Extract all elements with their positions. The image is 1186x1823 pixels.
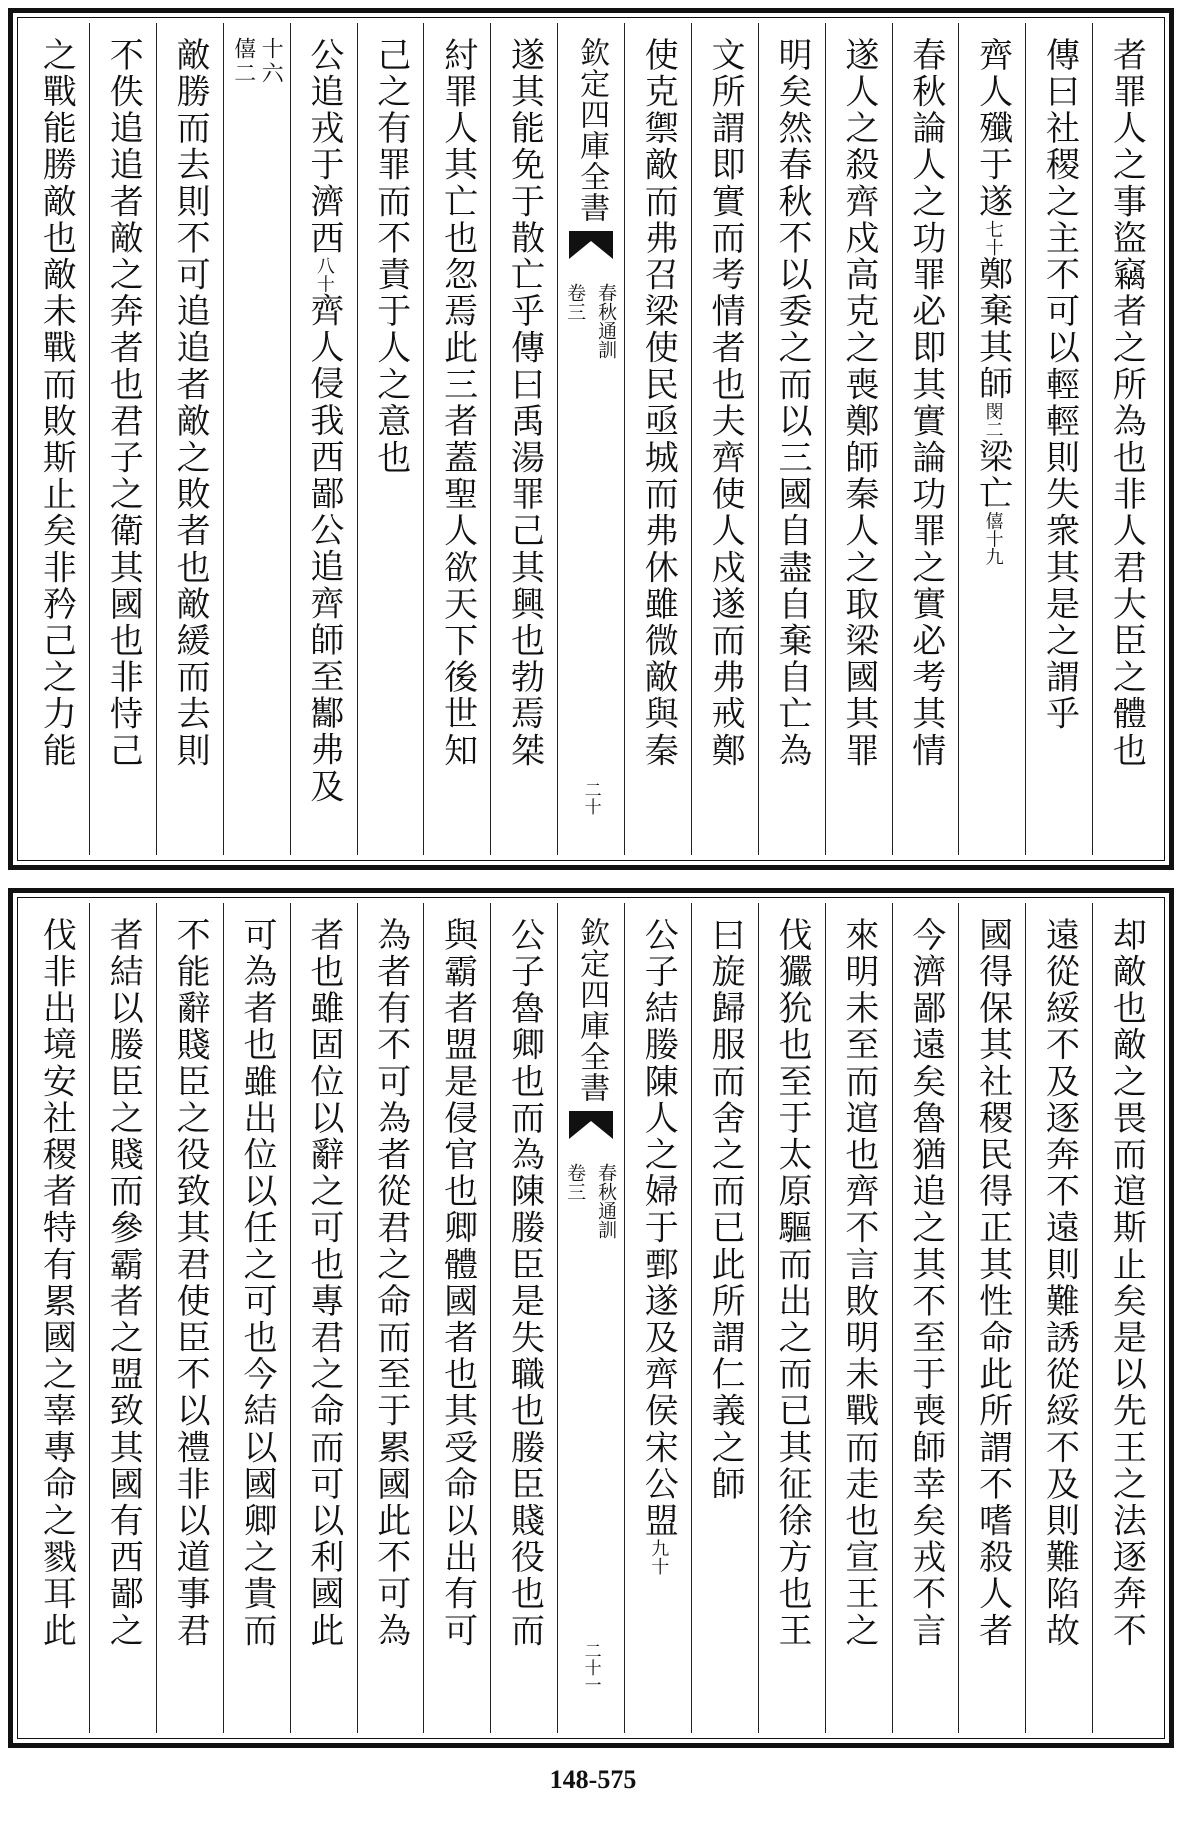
text-column: [624, 23, 691, 855]
fish-tail-mark: [569, 1111, 613, 1141]
volume-label: [562, 283, 620, 359]
annotation: 僖十: [982, 511, 1004, 548]
text-column: [691, 903, 758, 1733]
text-column: [156, 23, 223, 855]
bottom-columns: [23, 903, 1159, 1733]
scripture-text: 齊人侵我西鄙公追齊師至酅弗及: [303, 292, 344, 806]
text-line: 公子魯卿也而為陳媵臣是失職也媵臣賤役也而: [504, 917, 545, 1649]
text-column: [423, 23, 490, 855]
top-page: [8, 8, 1174, 870]
fish-tail-mark: [569, 231, 613, 261]
text-column: [290, 23, 357, 855]
text-line: 不能辭賤臣之役致其君使臣不以禮非以道事君: [170, 917, 211, 1649]
text-line: 與霸者盟是侵官也卿體國者也其受命以出有可: [437, 917, 478, 1649]
text-line: 者也雖固位以辭之可也專君之命而可以利國此: [303, 917, 344, 1649]
text-column: [357, 23, 424, 855]
book-title: 欽定四庫全書: [574, 917, 610, 1103]
text-column: [1025, 903, 1092, 1733]
text-line: [257, 23, 285, 855]
page-number: 二十: [580, 781, 601, 815]
text-column: [958, 903, 1025, 1733]
text-column: [691, 23, 758, 855]
text-column: [958, 23, 1025, 855]
annotation: 七十: [982, 220, 1004, 256]
volume-number: 卷三: [564, 283, 587, 321]
text-column: [624, 903, 691, 1733]
text-column: [490, 23, 557, 855]
scripture-text: 鄭棄其師: [972, 256, 1013, 403]
text-line: 今濟鄙遠矣魯猶追之其不至于喪師幸矣戎不言: [905, 917, 946, 1649]
text-column: [223, 903, 290, 1733]
text-column: [490, 903, 557, 1733]
text-column: [290, 903, 357, 1733]
book-subtitle: 春秋通訓: [595, 1163, 618, 1239]
text-line: 己之有罪而不責于人之意也: [370, 37, 411, 477]
text-column: [825, 903, 892, 1733]
text-line: 春秋論人之功罪必即其實論功罪之實必考其情: [905, 37, 946, 769]
text-line: 紂罪人其亡也忽焉此三者蓋聖人欲天下後世知: [437, 37, 478, 769]
top-columns: [23, 23, 1159, 855]
annotation: 十六: [258, 37, 284, 87]
text-line: 不佚追追者敵之奔者也君子之衛其國也非恃己: [103, 37, 144, 769]
center-fold: [557, 903, 624, 1733]
text-column: [89, 903, 156, 1733]
text-column: [892, 903, 959, 1733]
text-line: 為者有不可為者從君之命而至于累國此不可為: [370, 917, 411, 1649]
book-title: 欽定四庫全書: [574, 37, 610, 223]
text-line: [302, 23, 345, 855]
text-column: [1025, 23, 1092, 855]
text-column: [1092, 23, 1159, 855]
scripture-text: 公子結媵陳人之婦于鄄遂及齊侯宋公盟: [638, 917, 679, 1540]
page-footer-number: 148-575: [549, 1765, 637, 1794]
annotation: 閔二: [982, 402, 1004, 439]
text-line: 遂其能免于散亡乎傳曰禹湯罪己其興也勃焉桀: [504, 37, 545, 769]
volume-number: 卷三: [564, 1163, 587, 1201]
text-column: [1092, 903, 1159, 1733]
page-number: 二十一: [580, 1642, 601, 1693]
annotation: 八十: [313, 256, 335, 293]
scripture-text: 梁亡: [972, 438, 1013, 512]
text-line: [971, 23, 1014, 855]
text-line: 來明未至而逭也齊不言敗明未戰而走也宣王之: [838, 917, 879, 1649]
text-column: [89, 23, 156, 855]
text-line: 傳曰社稷之主不可以輕輕則失衆其是之謂乎: [1039, 37, 1080, 733]
text-column: [23, 903, 89, 1733]
text-column: [357, 903, 424, 1733]
text-column: [223, 23, 290, 855]
text-line: [229, 23, 257, 855]
annotation: 九十: [648, 1539, 670, 1576]
scripture-text: 齊人殲于遂: [972, 37, 1013, 220]
text-column: [156, 903, 223, 1733]
text-line: 敵勝而去則不可追追者敵之敗者也敵緩而去則: [170, 37, 211, 769]
text-line: 使克禦敵而弗召梁使民亟城而弗休雖微敵與秦: [638, 37, 679, 769]
text-line: 之戰能勝敵也敵未戰而敗斯止矣非矜己之力能: [36, 37, 77, 769]
text-line: 文所謂即實而考情者也夫齊使人戍遂而弗戒鄭: [705, 37, 746, 769]
text-line: 遠從綏不及逐奔不遠則難誘從綏不及則難陷故: [1039, 917, 1080, 1649]
text-line: 伐非出境安社稷者特有累國之辜專命之戮耳此: [36, 917, 77, 1649]
text-line: 可為者也雖出位以任之可也今結以國卿之貴而: [236, 917, 277, 1649]
text-line: 明矣然春秋不以委之而以三國自盡自棄自亡為: [771, 37, 812, 769]
text-line: 伐玁狁也至于太原驅而出之而已其征徐方也王: [771, 917, 812, 1649]
center-fold: [557, 23, 624, 855]
scripture-text: 公追戎于濟西: [303, 37, 344, 257]
text-column: [23, 23, 89, 855]
book-subtitle: 春秋通訓: [595, 283, 618, 359]
annotation: 九: [982, 547, 1004, 566]
text-line: 却敵也敵之畏而逭斯止矣是以先王之法逐奔不: [1106, 917, 1147, 1649]
text-line: 遂人之殺齊戍高克之喪鄭師秦人之取梁國其罪: [838, 37, 879, 769]
text-column: [758, 23, 825, 855]
text-column: [423, 903, 490, 1733]
bottom-page: [8, 888, 1174, 1748]
text-line: [637, 903, 680, 1733]
text-column: [758, 903, 825, 1733]
text-line: 曰旋歸服而舍之而已此所謂仁義之師: [705, 917, 746, 1503]
text-column: [825, 23, 892, 855]
text-column: [892, 23, 959, 855]
annotation: 僖二: [230, 37, 256, 87]
volume-label: [562, 1163, 620, 1239]
text-line: 者結以媵臣之賤而參霸者之盟致其國有西鄙之: [103, 917, 144, 1649]
text-line: 國得保其社稷民得正其性命此所謂不嗜殺人者: [972, 917, 1013, 1649]
text-line: 者罪人之事盜竊者之所為也非人君大臣之體也: [1106, 37, 1147, 769]
